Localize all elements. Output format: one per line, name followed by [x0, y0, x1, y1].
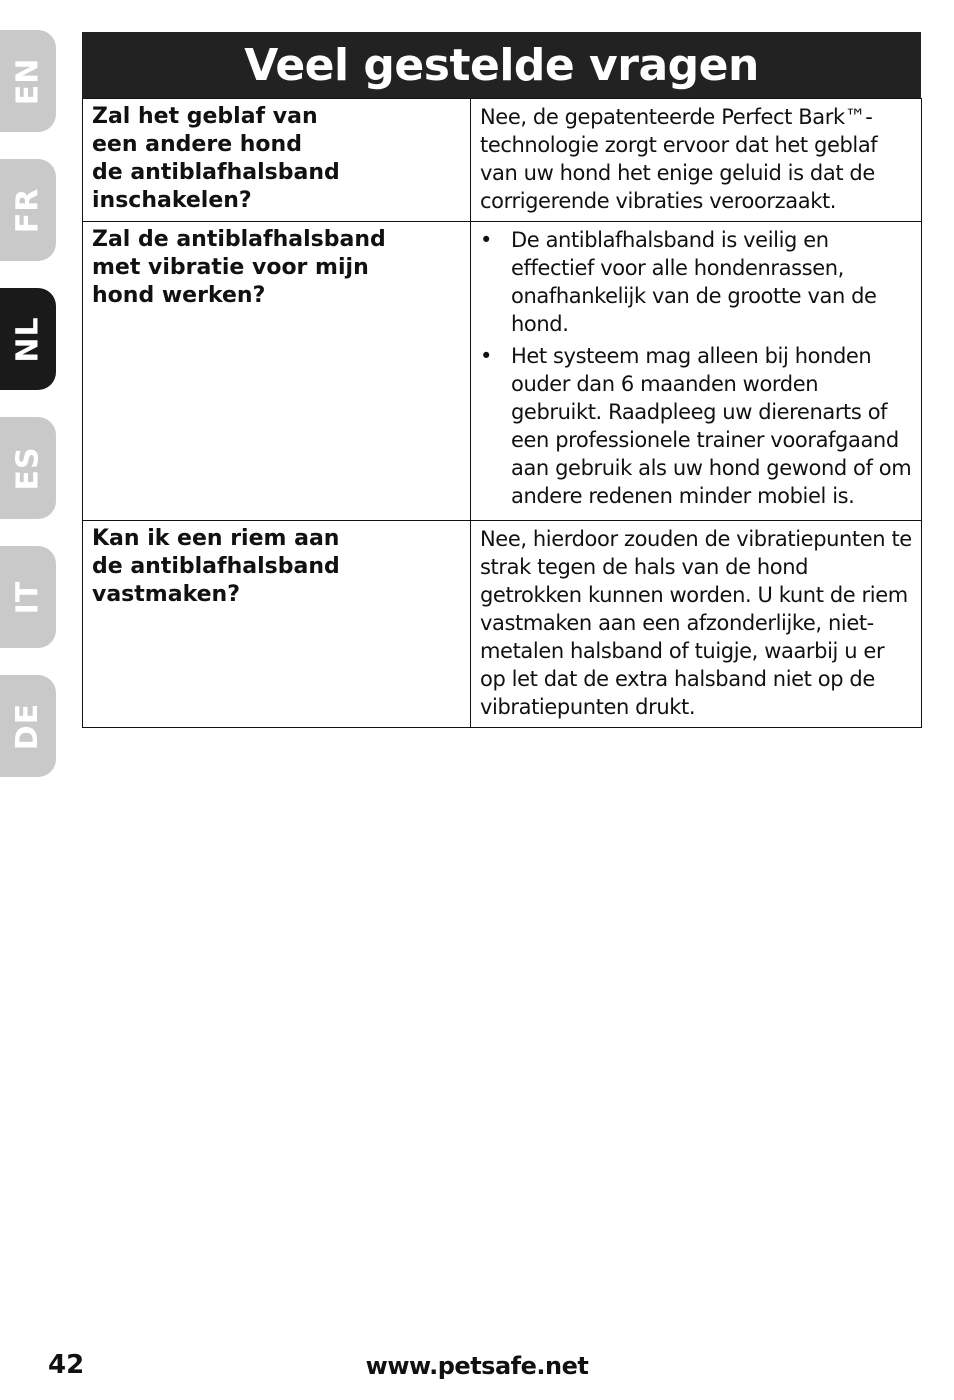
faq-question-cell	[83, 222, 471, 521]
language-tab-label: DE	[10, 702, 46, 750]
faq-row	[83, 222, 922, 521]
language-tab-label: ES	[10, 445, 46, 491]
faq-table	[82, 98, 922, 728]
faq-answer: Nee, de gepatenteerde Perfect Bark™-technologie zorgt ervoor dat het geblaf van uw hond het enige geluid is dat de corrigerende vibraties veroorzaakt.	[480, 105, 878, 213]
bullet-dot-icon: •	[480, 344, 492, 368]
faq-question-cell	[83, 99, 471, 222]
faq-answer-cell	[471, 521, 922, 728]
faq-row	[83, 521, 922, 728]
faq-question: Kan ik een riem aan de antiblafhalsband vastmaken?	[92, 526, 340, 607]
bullet-item	[480, 342, 913, 510]
language-tab-nl[interactable]	[0, 288, 56, 390]
language-tab-es[interactable]	[0, 417, 56, 519]
page-number: 42	[48, 1350, 85, 1380]
language-tab-fr[interactable]	[0, 159, 56, 261]
language-tab-de[interactable]	[0, 675, 56, 777]
bullet-dot-icon: •	[480, 228, 492, 252]
faq-answer: Nee, hierdoor zouden de vibratiepunten te strak tegen de hals van de hond getrokken kunnen worden. U kunt de riem vastmaken aan een afzonderlijke, niet-metalen halsband of tuigje, waarbij u er op let dat de extra halsband niet op de vibratiepunten drukt.	[480, 527, 912, 719]
website-url[interactable]: www.petsafe.net	[365, 1352, 589, 1380]
language-tab-label: FR	[10, 187, 46, 233]
faq-question: Zal het geblaf van een andere hond de antiblafhalsband inschakelen?	[92, 104, 340, 213]
faq-row	[83, 99, 922, 222]
title-bar	[82, 32, 921, 98]
page-title: Veel gestelde vragen	[244, 39, 759, 91]
bullet-text: Het systeem mag alleen bij honden ouder dan 6 maanden worden gebruikt. Raadpleeg uw dierenarts of een professionele trainer voorafgaand aan gebruik als uw hond gewond of om andere redenen minder mobiel is.	[511, 344, 912, 508]
faq-question: Zal de antiblafhalsband met vibratie voor mijn hond werken?	[92, 227, 386, 308]
faq-question-cell	[83, 521, 471, 728]
faq-answer-bullets	[480, 226, 913, 510]
language-tab-label: NL	[10, 315, 46, 363]
bullet-text: De antiblafhalsband is veilig en effectief voor alle hondenrassen, onafhankelijk van de grootte van de hond.	[511, 228, 877, 336]
faq-answer-cell	[471, 222, 922, 521]
language-tab-label: EN	[10, 57, 46, 105]
language-tab-en[interactable]	[0, 30, 56, 132]
faq-answer-cell	[471, 99, 922, 222]
bullet-item	[480, 226, 913, 338]
language-tab-label: IT	[10, 580, 46, 614]
language-tab-it[interactable]	[0, 546, 56, 648]
